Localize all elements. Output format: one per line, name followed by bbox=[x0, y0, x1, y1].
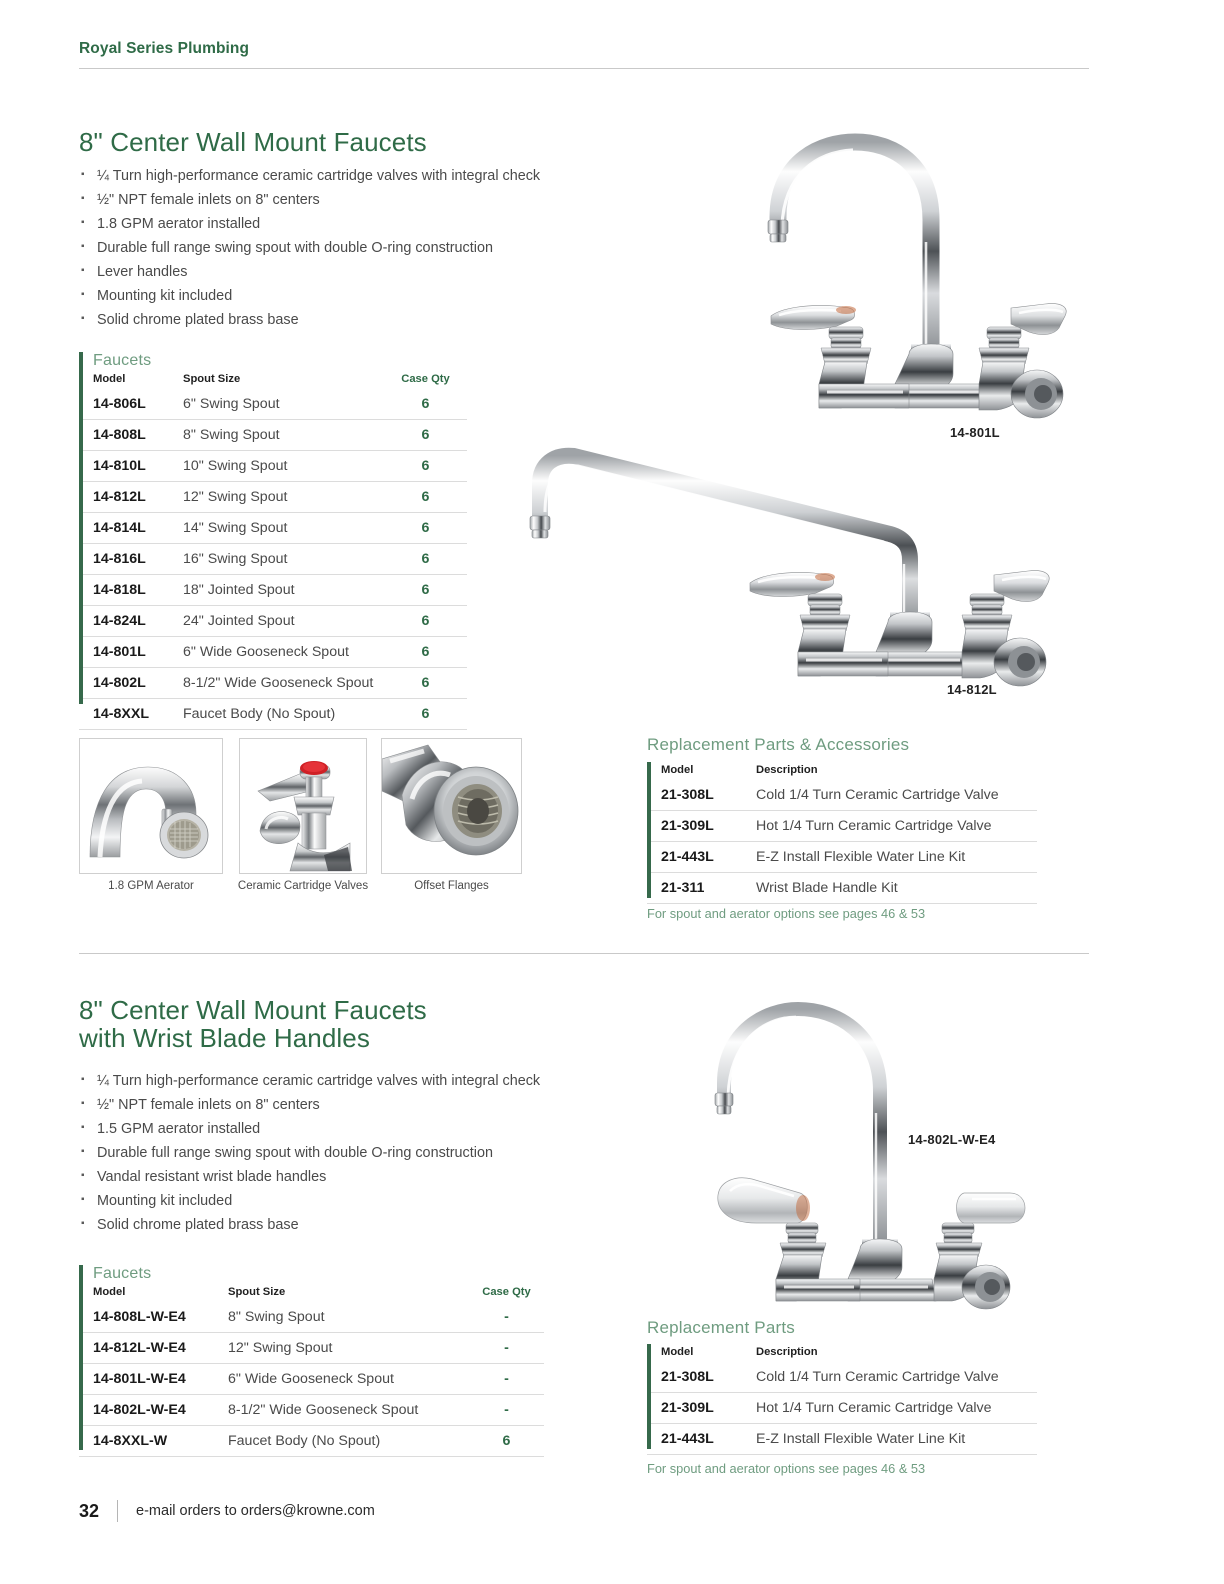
cell-spout-size: 8" Swing Spout bbox=[169, 420, 384, 451]
table-accent-bar bbox=[647, 1344, 651, 1449]
section1-col-header: Spout Size bbox=[183, 373, 241, 385]
faucet-image-gooseneck-wrist-blade-14-802L-W-E4 bbox=[690, 995, 1030, 1310]
cell-model: 14-812L-W-E4 bbox=[79, 1333, 214, 1364]
table-row bbox=[647, 1362, 1037, 1393]
cell-model: 14-806L bbox=[79, 389, 169, 420]
section1-col-header: Model bbox=[93, 373, 126, 385]
page-footer bbox=[79, 1500, 375, 1522]
table-row bbox=[647, 1393, 1037, 1424]
section2-feature-item: ▪ ¼ Turn high-performance ceramic cartridge valves with integral check bbox=[79, 1069, 619, 1093]
cell-case-qty: - bbox=[469, 1302, 544, 1333]
section2-feature-item: ▪ Mounting kit included bbox=[79, 1189, 619, 1213]
section2-feature-list bbox=[79, 1069, 619, 1237]
thumb-caption-aerator: 1.8 GPM Aerator bbox=[108, 880, 194, 892]
section1-faucets-table-wrap bbox=[79, 352, 467, 730]
table-accent-bar bbox=[79, 1265, 83, 1450]
table-row bbox=[647, 1424, 1037, 1455]
cell-spout-size: 8" Swing Spout bbox=[214, 1302, 469, 1333]
cell-spout-size: Faucet Body (No Spout) bbox=[169, 699, 384, 730]
section2-title-line2: with Wrist Blade Handles bbox=[79, 1023, 370, 1053]
thumb-caption-offset-flanges: Offset Flanges bbox=[414, 880, 489, 892]
product-label-14-812L: 14-812L bbox=[947, 682, 997, 697]
cell-description: Cold 1/4 Turn Ceramic Cartridge Valve bbox=[742, 780, 1037, 811]
cell-description: Hot 1/4 Turn Ceramic Cartridge Valve bbox=[742, 1393, 1037, 1424]
cell-model: 14-824L bbox=[79, 606, 169, 637]
table-row bbox=[79, 1302, 544, 1333]
table-row bbox=[79, 389, 467, 420]
section2-feature-item: ▪ Vandal resistant wrist blade handles bbox=[79, 1165, 619, 1189]
cell-case-qty: 6 bbox=[384, 699, 467, 730]
cell-spout-size: 12" Swing Spout bbox=[169, 482, 384, 513]
table-row bbox=[79, 451, 467, 482]
cell-case-qty: 6 bbox=[384, 668, 467, 699]
cell-spout-size: 12" Swing Spout bbox=[214, 1333, 469, 1364]
cell-model: 14-810L bbox=[79, 451, 169, 482]
cell-spout-size: 6" Swing Spout bbox=[169, 389, 384, 420]
table-row bbox=[79, 1395, 544, 1426]
thumb-cartridge-valve bbox=[239, 738, 367, 874]
table-accent-bar bbox=[647, 762, 651, 898]
section1-parts-title: Replacement Parts & Accessories bbox=[647, 735, 910, 754]
footer-divider bbox=[117, 1500, 118, 1522]
table-row bbox=[79, 606, 467, 637]
section1-parts-col-header: Description bbox=[756, 764, 818, 776]
section1-feature-item: ▪ Solid chrome plated brass base bbox=[79, 308, 619, 332]
table-row bbox=[79, 1333, 544, 1364]
section1-feature-item: ▪ Lever handles bbox=[79, 260, 619, 284]
section1-feature-item: ▪ Mounting kit included bbox=[79, 284, 619, 308]
table-row bbox=[79, 482, 467, 513]
section1-feature-item: ▪ 1.8 GPM aerator installed bbox=[79, 212, 619, 236]
table-row bbox=[79, 668, 467, 699]
cell-model: 14-808L bbox=[79, 420, 169, 451]
table-row bbox=[647, 780, 1037, 811]
section-divider bbox=[79, 953, 1089, 954]
section1-col-header: Case Qty bbox=[401, 373, 450, 385]
cell-model: 21-308L bbox=[647, 1362, 742, 1393]
product-label-14-802L-W-E4: 14-802L-W-E4 bbox=[908, 1132, 996, 1147]
cell-model: 14-801L bbox=[79, 637, 169, 668]
table-row bbox=[79, 513, 467, 544]
section2-parts-table bbox=[647, 1344, 1037, 1455]
section1-feature-item: ▪ ¼ Turn high-performance ceramic cartridge valves with integral check bbox=[79, 164, 619, 188]
product-label-14-801L: 14-801L bbox=[950, 425, 1000, 440]
table-row bbox=[79, 1426, 544, 1457]
footer-email: e-mail orders to orders@krowne.com bbox=[136, 1503, 375, 1519]
faucet-image-gooseneck-14-801L bbox=[745, 122, 1075, 422]
cell-model: 14-802L bbox=[79, 668, 169, 699]
cartridge-valve-photo bbox=[240, 739, 367, 874]
page-number: 32 bbox=[79, 1500, 100, 1521]
cell-model: 14-802L-W-E4 bbox=[79, 1395, 214, 1426]
section2-title-line1: 8" Center Wall Mount Faucets bbox=[79, 995, 427, 1025]
cell-case-qty: - bbox=[469, 1364, 544, 1395]
cell-case-qty: 6 bbox=[384, 637, 467, 668]
cell-case-qty: 6 bbox=[384, 482, 467, 513]
cell-spout-size: Faucet Body (No Spout) bbox=[214, 1426, 469, 1457]
section2-faucets-table-wrap bbox=[79, 1265, 544, 1457]
cell-model: 21-309L bbox=[647, 811, 742, 842]
table-header-row bbox=[647, 1344, 1037, 1362]
section2-feature-item: ▪ 1.5 GPM aerator installed bbox=[79, 1117, 619, 1141]
table-header-row bbox=[79, 371, 467, 389]
running-header-title: Royal Series Plumbing bbox=[79, 40, 250, 57]
section1-parts-col-header: Model bbox=[661, 764, 694, 776]
section2-faucets-table-label: Faucets bbox=[93, 1265, 152, 1282]
cell-spout-size: 14" Swing Spout bbox=[169, 513, 384, 544]
cell-case-qty: 6 bbox=[384, 451, 467, 482]
section2-col-header: Case Qty bbox=[482, 1286, 531, 1298]
section2-parts-col-header: Model bbox=[661, 1346, 694, 1358]
table-accent-bar bbox=[79, 352, 83, 704]
cell-spout-size: 18" Jointed Spout bbox=[169, 575, 384, 606]
table-row bbox=[647, 873, 1037, 904]
cell-case-qty: 6 bbox=[384, 544, 467, 575]
section2-parts-title: Replacement Parts bbox=[647, 1318, 795, 1337]
cell-spout-size: 8-1/2" Wide Gooseneck Spout bbox=[169, 668, 384, 699]
cell-model: 14-8XXL bbox=[79, 699, 169, 730]
table-header-row bbox=[79, 1284, 544, 1302]
running-header bbox=[79, 40, 1089, 69]
section2-col-header: Spout Size bbox=[228, 1286, 286, 1298]
section1-faucets-table-label: Faucets bbox=[93, 352, 152, 369]
cell-spout-size: 6" Wide Gooseneck Spout bbox=[169, 637, 384, 668]
header-divider bbox=[79, 68, 1089, 69]
section2-feature-item: ▪ Durable full range swing spout with double O-ring construction bbox=[79, 1141, 619, 1165]
table-row bbox=[647, 811, 1037, 842]
cell-model: 21-443L bbox=[647, 842, 742, 873]
table-row bbox=[79, 420, 467, 451]
table-row bbox=[79, 699, 467, 730]
cell-model: 21-308L bbox=[647, 780, 742, 811]
table-row bbox=[79, 544, 467, 575]
cell-model: 14-8XXL-W bbox=[79, 1426, 214, 1457]
section1-parts-table bbox=[647, 762, 1037, 904]
aerator-photo bbox=[80, 739, 223, 874]
thumb-offset-flange bbox=[381, 738, 522, 874]
cell-spout-size: 8-1/2" Wide Gooseneck Spout bbox=[214, 1395, 469, 1426]
section2-parts-col-header: Description bbox=[756, 1346, 818, 1358]
faucet-image-swing-spout-14-812L bbox=[512, 442, 1072, 687]
cell-case-qty: - bbox=[469, 1333, 544, 1364]
cell-description: Hot 1/4 Turn Ceramic Cartridge Valve bbox=[742, 811, 1037, 842]
cell-spout-size: 10" Swing Spout bbox=[169, 451, 384, 482]
thumb-caption-cartridge-valves: Ceramic Cartridge Valves bbox=[237, 880, 369, 892]
offset-flange-photo bbox=[382, 739, 522, 874]
cell-model: 14-816L bbox=[79, 544, 169, 575]
thumb-aerator bbox=[79, 738, 223, 874]
cell-description: E-Z Install Flexible Water Line Kit bbox=[742, 842, 1037, 873]
cell-model: 14-818L bbox=[79, 575, 169, 606]
table-row bbox=[79, 637, 467, 668]
cell-spout-size: 6" Wide Gooseneck Spout bbox=[214, 1364, 469, 1395]
cell-spout-size: 24" Jointed Spout bbox=[169, 606, 384, 637]
section1-feature-item: ▪ Durable full range swing spout with double O-ring construction bbox=[79, 236, 619, 260]
section1-feature-item: ▪ ½" NPT female inlets on 8" centers bbox=[79, 188, 619, 212]
table-header-row bbox=[647, 762, 1037, 780]
section2-parts-table-wrap bbox=[647, 1344, 1037, 1455]
cell-case-qty: - bbox=[469, 1395, 544, 1426]
section2-feature-item: ▪ ½" NPT female inlets on 8" centers bbox=[79, 1093, 619, 1117]
section2-faucets-table bbox=[79, 1284, 544, 1457]
cell-case-qty: 6 bbox=[384, 389, 467, 420]
table-row bbox=[79, 575, 467, 606]
cell-model: 21-443L bbox=[647, 1424, 742, 1455]
section1-feature-list bbox=[79, 164, 619, 332]
section1-parts-note: For spout and aerator options see pages 46 & 53 bbox=[647, 906, 926, 921]
cell-case-qty: 6 bbox=[384, 513, 467, 544]
cell-description: Cold 1/4 Turn Ceramic Cartridge Valve bbox=[742, 1362, 1037, 1393]
cell-case-qty: 6 bbox=[384, 575, 467, 606]
cell-case-qty: 6 bbox=[469, 1426, 544, 1457]
section2-feature-item: ▪ Solid chrome plated brass base bbox=[79, 1213, 619, 1237]
section1-title: 8" Center Wall Mount Faucets bbox=[79, 127, 427, 157]
cell-description: E-Z Install Flexible Water Line Kit bbox=[742, 1424, 1037, 1455]
section2-parts-note: For spout and aerator options see pages 46 & 53 bbox=[647, 1461, 926, 1476]
cell-spout-size: 16" Swing Spout bbox=[169, 544, 384, 575]
cell-case-qty: 6 bbox=[384, 420, 467, 451]
cell-model: 14-812L bbox=[79, 482, 169, 513]
section1-faucets-table bbox=[79, 371, 467, 730]
table-row bbox=[79, 1364, 544, 1395]
cell-case-qty: 6 bbox=[384, 606, 467, 637]
cell-model: 21-311 bbox=[647, 873, 742, 904]
table-row bbox=[647, 842, 1037, 873]
cell-model: 14-801L-W-E4 bbox=[79, 1364, 214, 1395]
section2-col-header: Model bbox=[93, 1286, 126, 1298]
cell-model: 14-814L bbox=[79, 513, 169, 544]
cell-model: 21-309L bbox=[647, 1393, 742, 1424]
cell-model: 14-808L-W-E4 bbox=[79, 1302, 214, 1333]
cell-description: Wrist Blade Handle Kit bbox=[742, 873, 1037, 904]
section1-parts-table-wrap bbox=[647, 762, 1037, 904]
